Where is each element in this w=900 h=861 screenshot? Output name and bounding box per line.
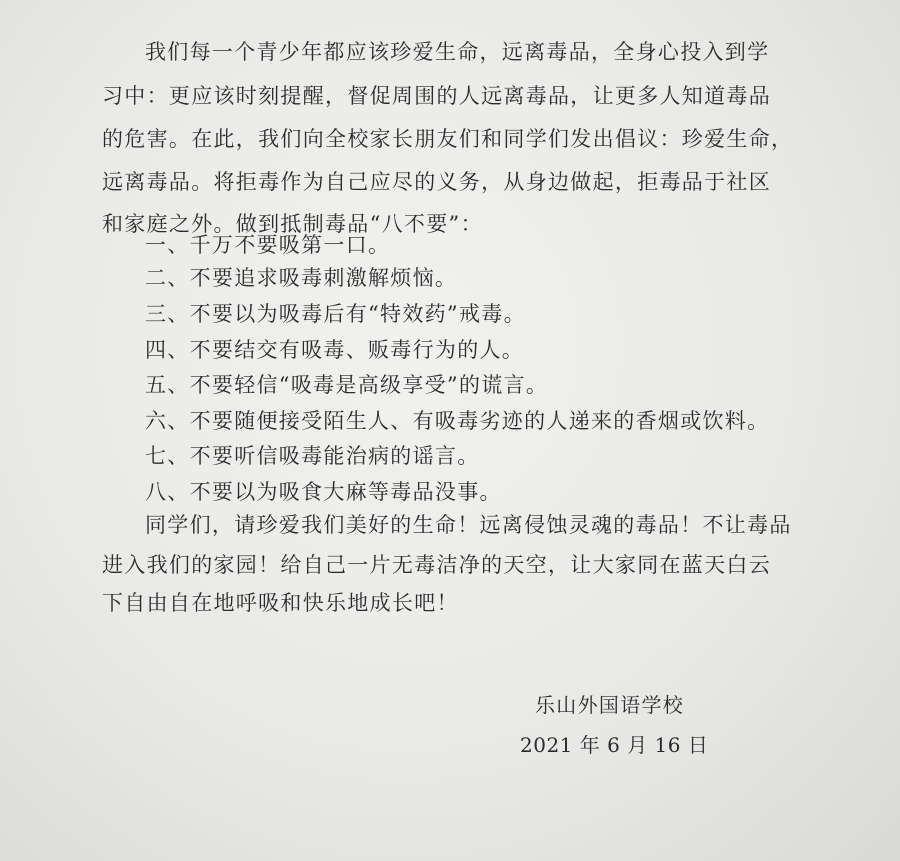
signature-school: 乐山外国语学校 [535, 693, 685, 717]
rule-item: 三、不要以为吸毒后有“特效药”戒毒。 [145, 302, 526, 326]
paragraph-line: 进入我们的家园！给自己一片无毒洁净的天空，让大家同在蓝天白云 [102, 553, 771, 577]
rule-item: 一、千万不要吸第一口。 [145, 233, 391, 257]
rule-item: 五、不要轻信“吸毒是高级享受”的谎言。 [145, 373, 549, 397]
paragraph-line: 远离毒品。将拒毒作为自己应尽的义务，从身边做起，拒毒品于社区 [102, 170, 771, 194]
signature-date: 2021 年 6 月 16 日 [520, 733, 709, 757]
paragraph-line: 的危害。在此，我们向全校家长朋友们和同学们发出倡议：珍爱生命， [102, 127, 794, 151]
rule-item: 七、不要听信吸毒能治病的谣言。 [145, 444, 480, 468]
paragraph-line: 和家庭之外。做到抵制毒品“八不要”： [102, 212, 483, 236]
rule-item: 八、不要以为吸食大麻等毒品没事。 [145, 480, 502, 504]
rule-item: 六、不要随便接受陌生人、有吸毒劣迹的人递来的香烟或饮料。 [145, 409, 770, 433]
paragraph-line: 我们每一个青少年都应该珍爱生命，远离毒品，全身心投入到学 [145, 40, 770, 64]
paragraph-line: 同学们，请珍爱我们美好的生命！远离侵蚀灵魂的毒品！不让毒品 [145, 513, 792, 537]
paragraph-line: 习中：更应该时刻提醒，督促周围的人远离毒品，让更多人知道毒品 [102, 84, 771, 108]
rule-item: 四、不要结交有吸毒、贩毒行为的人。 [145, 338, 525, 362]
paragraph-line: 下自由自在地呼吸和快乐地成长吧！ [102, 591, 459, 615]
rule-item: 二、不要追求吸毒刺激解烦恼。 [145, 266, 458, 290]
